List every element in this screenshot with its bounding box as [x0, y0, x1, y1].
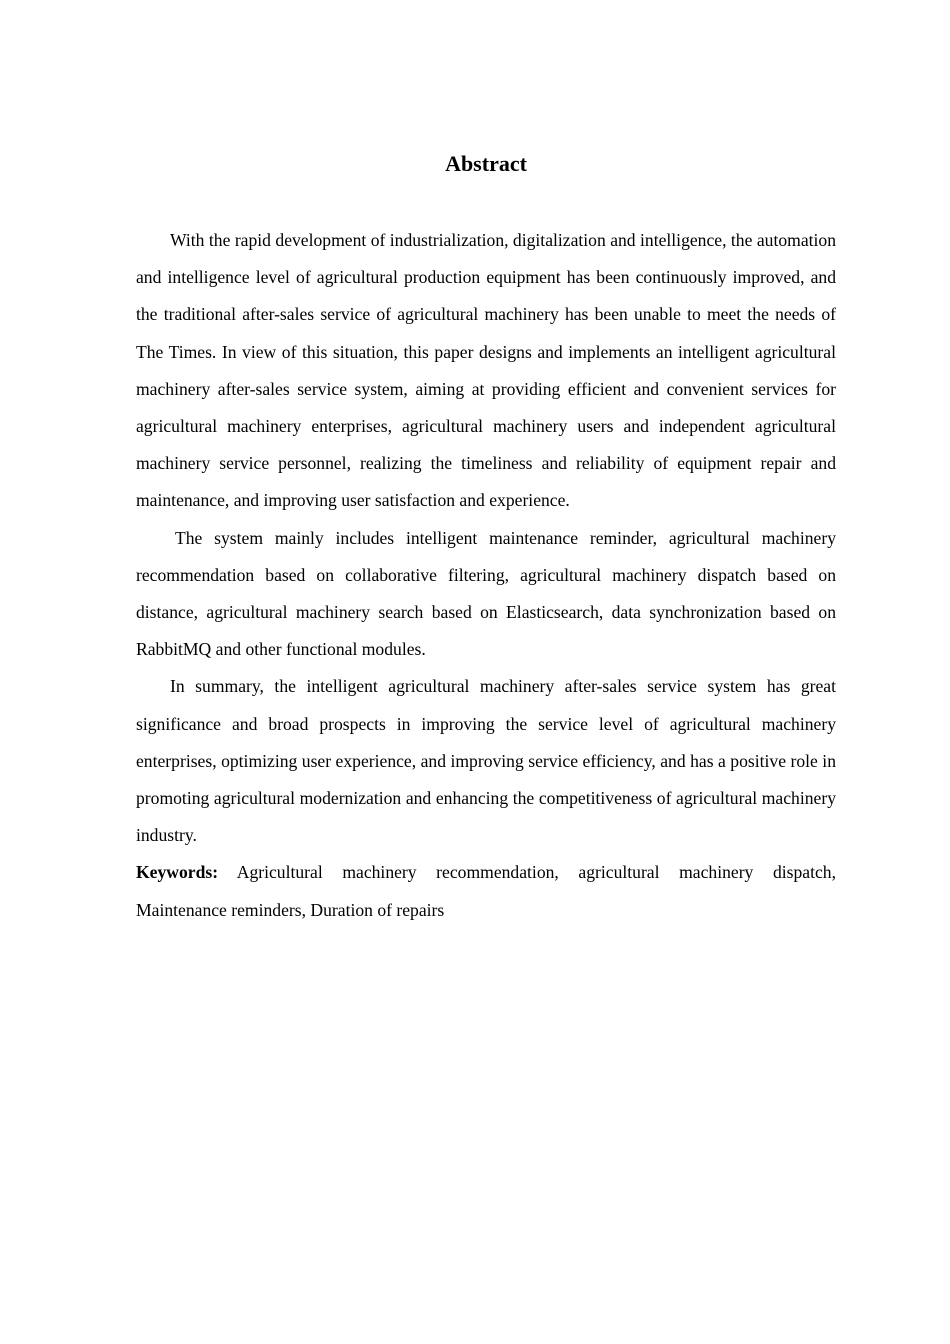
- abstract-paragraph-3: In summary, the intelligent agricultural machinery after-sales service system has great significance and broad prospects in improving the service level of agricultural machinery enterprises, optimizing user experience, and improving service efficiency, and has a positive role in promoting agricultural modernization and enhancing the competitiveness of agricultural machinery industry.: [136, 676, 836, 846]
- keywords-line: [136, 854, 836, 928]
- abstract-paragraph-2: The system mainly includes intelligent maintenance reminder, agricultural machinery recommendation based on collaborative filtering, agricultural machinery dispatch based on distance, agricultural machinery search based on Elasticsearch, data synchronization based on RabbitMQ and other functional modules.: [136, 527, 836, 660]
- abstract-paragraph-1: With the rapid development of industrialization, digitalization and intelligence, the automation and intelligence level of agricultural production equipment has been continuously improved, and the traditional after-sales service of agricultural machinery has been unable to meet the needs of The Times. In view of this situation, this paper designs and implements an intelligent agricultural machinery after-sales service system, aiming at providing efficient and convenient services for agricultural machinery enterprises, agricultural machinery users and independent agricultural machinery service personnel, realizing the timeliness and reliability of equipment repair and maintenance, and improving user satisfaction and experience.: [136, 230, 836, 511]
- keywords-text: Agricultural machinery recommendation, agricultural machinery dispatch, Maintenance reminders, Duration of repairs: [136, 862, 836, 920]
- keywords-label: Keywords:: [136, 862, 219, 883]
- abstract-body: [136, 222, 836, 929]
- abstract-title: Abstract: [445, 151, 527, 176]
